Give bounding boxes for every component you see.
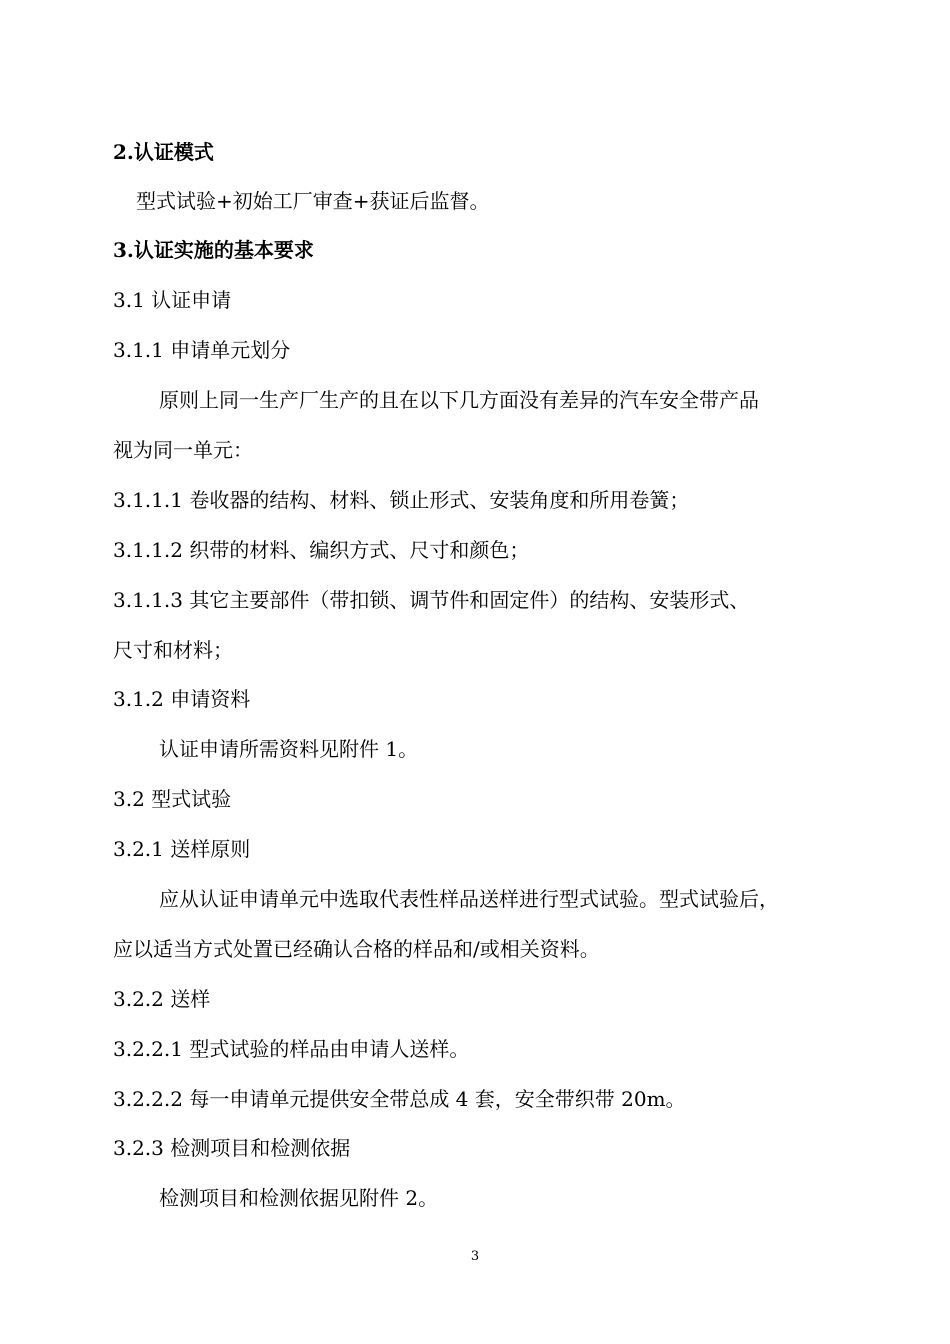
paragraph-3-2-3: 检测项目和检测依据见附件 2。 xyxy=(159,1186,439,1210)
paragraph-3-1-1-line-2: 视为同一单元： xyxy=(113,438,253,462)
item-3-1-1-3-line-2: 尺寸和材料； xyxy=(113,638,233,662)
item-3-2-2-2: 3.2.2.2 每一申请单元提供安全带总成 4 套，安全带织带 20m。 xyxy=(113,1087,686,1111)
subsection-3-2-3-heading: 3.2.3 检测项目和检测依据 xyxy=(113,1136,351,1160)
section-2-body: 型式试验+初始工厂审查+获证后监督。 xyxy=(136,189,490,213)
item-3-1-1-1: 3.1.1.1 卷收器的结构、材料、锁止形式、安装角度和所用卷簧； xyxy=(113,488,690,512)
subsection-3-2-heading: 3.2 型式试验 xyxy=(113,787,232,811)
section-3-heading: 3.认证实施的基本要求 xyxy=(113,238,314,262)
subsection-3-1-heading: 3.1 认证申请 xyxy=(113,288,232,312)
paragraph-3-2-1-line-1: 应从认证申请单元中选取代表性样品送样进行型式试验。型式试验后， xyxy=(159,887,779,911)
item-3-1-1-3-line-1: 3.1.1.3 其它主要部件（带扣锁、调节件和固定件）的结构、安装形式、 xyxy=(113,588,750,612)
section-2-heading: 2.认证模式 xyxy=(113,140,214,164)
paragraph-3-1-1-line-1: 原则上同一生产厂生产的且在以下几方面没有差异的汽车安全带产品 xyxy=(159,388,759,412)
subsection-3-1-1-heading: 3.1.1 申请单元划分 xyxy=(113,338,291,362)
subsection-3-2-2-heading: 3.2.2 送样 xyxy=(113,987,211,1011)
page-number: 3 xyxy=(470,1249,480,1264)
paragraph-3-2-1-line-2: 应以适当方式处置已经确认合格的样品和/或相关资料。 xyxy=(113,937,600,961)
subsection-3-2-1-heading: 3.2.1 送样原则 xyxy=(113,837,251,861)
subsection-3-1-2-heading: 3.1.2 申请资料 xyxy=(113,687,251,711)
item-3-1-1-2: 3.1.1.2 织带的材料、编织方式、尺寸和颜色； xyxy=(113,538,530,562)
item-3-2-2-1: 3.2.2.1 型式试验的样品由申请人送样。 xyxy=(113,1037,470,1061)
paragraph-3-1-2: 认证申请所需资料见附件 1。 xyxy=(159,737,419,761)
